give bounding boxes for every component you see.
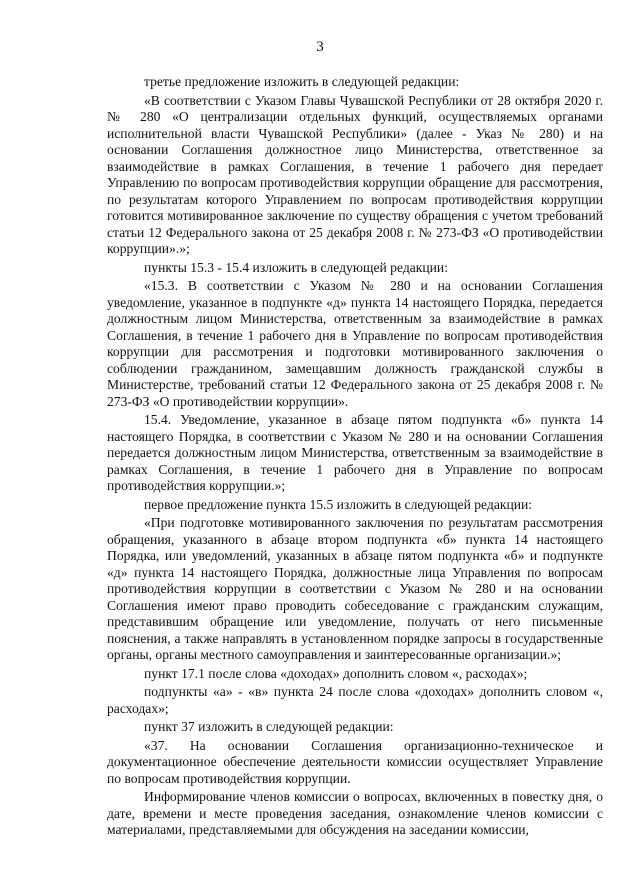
paragraph-1: третье предложение изложить в следующей редакции: [144, 74, 460, 89]
paragraph-6: первое предложение пункта 15.5 изложить в следующей редакции: [144, 496, 533, 512]
paragraph-4: «15.3. В соответствии с Указом № 280 и на основании Соглашения уведомление, указанное в подпункте «д» пункта 14 настоящего Порядка, передается должностным лицом Министерства, ответственным за взаимодействие в рамках Соглашения, в течение 1 рабочего дня в Управление по вопросам противодействия коррупции для рассмотрения и подготовки мотивированного заключения о соблюдении гражданином, замещавшим должность гражданской службы в Министерстве, требований статьи 12 Федерального закона от 25 декабря 2008 г. № 273-ФЗ «О противодействии коррупции». [107, 278, 603, 409]
paragraph-3: пункты 15.3 - 15.4 изложить в следующей редакции: [144, 259, 448, 275]
paragraph-11: «37. На основании Соглашения организационно-техническое и документационное обеспечение деятельности комиссии осуществляет Управление по вопросам противодействия коррупции. [107, 737, 603, 786]
paragraph-8: пункт 17.1 после слова «доходах» дополнить словом «, расходах»; [144, 665, 528, 681]
page-number: 3 [316, 39, 324, 55]
paragraph-5: 15.4. Уведомление, указанное в абзаце пятом подпункта «б» пункта 14 настоящего Порядка, в соответствии с Указом № 280 и на основании Соглашения передается должностным лицом Министерства, ответственным за взаимодействие в рамках Соглашения, в течение 1 рабочего дня в Управление по вопросам противодействия коррупции.»; [107, 412, 603, 493]
paragraph-10: пункт 37 изложить в следующей редакции: [144, 719, 394, 734]
paragraph-9: подпункты «а» - «в» пункта 24 после слова «доходах» дополнить словом «, расходах»; [107, 684, 603, 716]
document-body [107, 74, 603, 839]
paragraph-12: Информирование членов комиссии о вопросах, включенных в повестку дня, о дате, времени и месте проведения заседания, ознакомление членов комиссии с материалами, представляемыми для обсуждения на заседании комиссии, [107, 789, 603, 837]
paragraph-7: «При подготовке мотивированного заключения по результатам рассмотрения обращения, указанного в абзаце втором подпункта «б» пункта 14 настоящего Порядка, или уведомлений, указанных в абзаце пятом подпункта «б» и подпункте «д» пункта 14 настоящего Порядка, должностные лица Управления по вопросам противодействия коррупции в соответствии с Указом № 280 и на основании Соглашения имеют право проводить собеседование с гражданским служащим, представившим обращение или уведомление, получать от него письменные пояснения, а также направлять в установленном порядке запросы в государственные органы, органы местного самоуправления и заинтересованные организации.»; [107, 515, 603, 662]
paragraph-2: «В соответствии с Указом Главы Чувашской Республики от 28 октября 2020 г. № 280 «О централизации отдельных функций, осуществляемых органами исполнительной власти Чувашской Республики» (далее - Указ № 280) и на основании Соглашения должностное лицо Министерства, ответственное за взаимодействие в рамках Соглашения, в течение 1 рабочего дня передает Управлению по вопросам противодействия коррупции обращение для рассмотрения, по результатам которого Управлением по вопросам противодействия коррупции готовится мотивированное заключение по существу обращения с учетом требований статьи 12 Федерального закона от 25 декабря 2008 г. № 273-ФЗ «О противодействии коррупции».»; [107, 92, 603, 256]
